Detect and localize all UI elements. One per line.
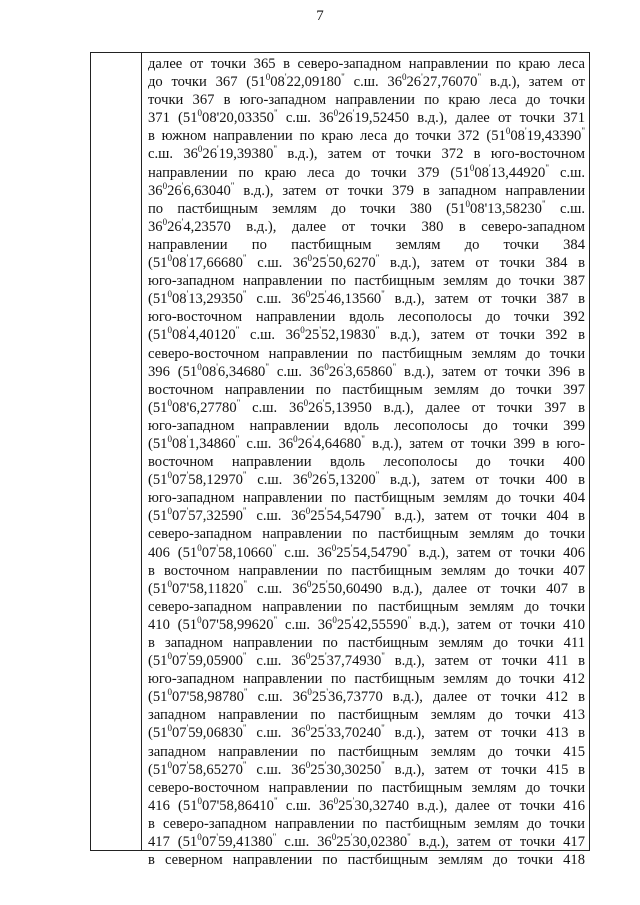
superscript-mark: ' [322,397,325,408]
superscript-mark: ' [217,144,219,155]
text-line: по пастбищным землям до точки 380 ($51^008'13,58230^"$ с.ш. [148,198,585,217]
superscript-mark: ' [186,325,189,336]
superscript-mark: 0 [167,578,172,589]
superscript-mark: " [235,433,240,444]
text-line: ($51^008'13,29350^"$ с.ш. $36^025'46,13560^"$ в.д.), затем от точки 387 в [148,289,586,308]
superscript-mark: ' [488,162,491,173]
superscript-mark: " [242,506,247,517]
text-line: далее от точки 365 в северо-западном направлении по краю леса [148,56,585,72]
text-line: юго-восточном направлении вдоль лесополосы до точки 392 [148,309,585,326]
superscript-mark: ' [186,470,189,481]
superscript-mark: 0 [167,253,172,264]
superscript-mark: ' [421,72,423,83]
superscript-mark: " [541,198,546,209]
table-text-cell [148,55,585,869]
superscript-mark: 0 [197,542,202,553]
superscript-mark: 0 [305,651,311,662]
superscript-mark: " [407,542,411,553]
text-line: восточном направлении вдоль лесополосы до точки 400 [148,454,585,471]
superscript-mark: 0 [197,832,202,843]
superscript-mark: 0 [465,198,471,209]
superscript-mark: 0 [167,506,172,517]
superscript-mark: ' [324,289,327,300]
superscript-mark: 0 [197,108,203,119]
superscript-mark: ' [186,433,189,444]
text-line: 417 ($51^007'59,41380^"$ с.ш. $36^025'30,02380^"$ в.д.), затем от точки 417 [148,832,585,851]
text-line: до точки 367 ($51^008'22,09180^"$ с.ш. $36^026'27,76070^"$ в.д.), затем от [148,72,585,91]
superscript-mark: ' [324,723,327,734]
superscript-mark: 0 [331,542,337,553]
text-line: 410 ($51^007'58,99620^"$ с.ш. $36^025'42,55590^"$ в.д.), затем от точки 410 [148,614,585,633]
superscript-mark: ' [216,361,218,372]
superscript-mark: 0 [333,795,339,806]
superscript-mark: 0 [197,361,202,372]
superscript-mark: ' [186,651,189,662]
superscript-mark: " [381,759,385,770]
superscript-mark: " [242,651,247,662]
superscript-mark: 0 [167,433,172,444]
text-line: в южном направлении по краю леса до точки 372 ($51^008'19,43390^"$ [148,126,585,145]
superscript-mark: ' [350,832,353,843]
superscript-mark: " [273,144,278,155]
superscript-mark: 0 [293,433,298,444]
superscript-mark: 0 [197,795,203,806]
text-line: ($51^008'4,40120^"$ с.ш. $36^025'52,19830^"$ в.д.), затем от точки 392 в [148,325,585,344]
superscript-mark: ' [351,614,354,625]
superscript-mark: ' [524,126,527,137]
superscript-mark: ' [312,433,314,444]
superscript-mark: " [273,108,278,119]
superscript-mark: 0 [307,470,313,481]
text-line: направлении по краю леса до точки 379 ($51^008'13,44920^"$ с.ш. [148,162,585,181]
text-line: ($51^007'58,11820^"$ с.ш. $36^025'50,60490$ в.д.), далее от точки 407 в [148,578,585,597]
superscript-mark: " [272,832,277,843]
superscript-mark: " [375,325,380,336]
superscript-mark: " [381,506,385,517]
superscript-mark: 0 [167,687,172,698]
superscript-mark: ' [181,180,184,191]
superscript-mark: 0 [167,289,172,300]
superscript-mark: " [375,470,380,481]
superscript-mark: " [392,361,397,372]
superscript-mark: 0 [303,397,309,408]
superscript-mark: 0 [167,651,172,662]
superscript-mark: ' [186,289,189,300]
superscript-mark: " [242,759,247,770]
superscript-mark: " [381,651,385,662]
superscript-mark: ' [324,506,327,517]
text-line: юго-западном направлении по пастбищным землям до точки 387 [148,273,585,290]
text-line: ($51^007'58,65270^"$ с.ш. $36^025'30,30250^"$ в.д.), затем от точки 415 в [148,759,586,778]
superscript-mark: " [272,542,277,553]
superscript-mark: " [407,832,411,843]
superscript-mark: " [243,687,248,698]
superscript-mark: " [242,289,247,300]
text-line: ($51^007'58,98780^"$ с.ш. $36^025'36,73770$ в.д.), далее от точки 412 в [148,687,586,706]
text-line: ($51^008'17,66680^"$ с.ш. $36^025'50,6270^"$ в.д.), затем от точки 384 в [148,253,585,272]
superscript-mark: " [581,126,585,137]
superscript-mark: 0 [167,759,172,770]
text-line: 406 ($51^007'58,10660^"$ с.ш. $36^025'54,54790^"$ в.д.), затем от точки 406 [148,542,585,561]
text-line: ($51^007'58,12970^"$ с.ш. $36^026'5,13200^"$ в.д.), затем от точки 400 в [148,470,585,489]
superscript-mark: ' [350,542,353,553]
superscript-mark: " [341,72,345,83]
superscript-mark: ' [326,687,329,698]
text-line: ($51^007'59,06830^"$ с.ш. $36^025'33,70240^"$ в.д.), затем от точки 413 в [148,723,586,742]
superscript-mark: " [243,578,248,589]
text-line: западном направлении по пастбищным землям до точки 413 [148,707,585,724]
text-line: северо-восточном направлении по пастбищным землям до точки [148,779,585,796]
text-line: юго-западном направлении по пастбищным землям до точки 412 [148,671,585,688]
superscript-mark: 0 [167,470,172,481]
superscript-mark: 0 [469,162,475,173]
page-number: 7 [316,8,324,24]
superscript-mark: ' [186,506,189,517]
superscript-mark: " [381,723,385,734]
superscript-mark: 0 [305,759,311,770]
superscript-mark: 0 [324,361,329,372]
superscript-mark: 0 [167,723,172,734]
superscript-mark: ' [326,470,329,481]
text-line: северо-восточном направлении по пастбищным землям до точки [148,345,585,362]
superscript-mark: " [265,361,270,372]
superscript-mark: 0 [305,506,311,517]
superscript-mark: 0 [333,108,339,119]
superscript-mark: ' [216,832,218,843]
text-line: направлении по пастбищным землям до точки 384 [148,236,585,253]
text-line: западном направлении по пастбищным землям до точки 415 [148,743,585,760]
superscript-mark: 0 [307,687,312,698]
superscript-mark: 0 [505,126,511,137]
superscript-mark: " [236,397,241,408]
text-line: $36^026'4,23570$ в.д.), далее от точки 380 в северо-западном [148,216,585,235]
superscript-mark: 0 [167,325,172,336]
text-line: 371 ($51^008'20,03350^"$ с.ш. $36^026'19,52450$ в.д.), далее от точки 371 [148,108,586,127]
text-line: юго-западном направлении вдоль лесополосы до точки 399 [148,417,585,434]
text-line: ($51^008'6,27780^"$ с.ш. $36^026'5,13950$ в.д.), далее от точки 397 в [148,397,585,416]
text-line: в восточном направлении по пастбищным землям до точки 407 [148,562,585,579]
text-line: в северном направлении по пастбищным землям до точки 418 [148,852,585,869]
text-line: северо-западном направлении по пастбищным землям до точки [148,526,585,543]
superscript-mark: " [407,614,412,625]
text-line: 396 ($51^008'6,34680^"$ с.ш. $36^026'3,65860^"$ в.д.), затем от точки 396 в [148,361,585,380]
text-line: юго-западном направлении по пастбищным землям до точки 404 [148,490,585,507]
superscript-mark: 0 [300,325,305,336]
superscript-mark: " [273,795,278,806]
text-line: $36^026'6,63040^"$ в.д.), затем от точки 379 в западном направлении [148,180,585,199]
superscript-mark: " [242,253,247,264]
table-left-column [91,53,142,850]
superscript-mark: ' [352,795,355,806]
superscript-mark: ' [324,651,327,662]
text-line: восточном направлении по пастбищным землям до точки 397 [148,381,585,398]
superscript-mark: 0 [402,72,407,83]
superscript-mark: 0 [305,289,311,300]
superscript-mark: ' [181,216,184,227]
superscript-mark: " [242,723,247,734]
superscript-mark: ' [326,253,329,264]
superscript-mark: " [361,433,365,444]
superscript-mark: 0 [331,832,337,843]
text-line: ($51^007'59,05900^"$ с.ш. $36^025'37,74930^"$ в.д.), затем от точки 411 в [148,651,585,670]
text-line: в западном направлении по пастбищным землям до точки 411 [148,635,585,651]
text-line: северо-западном направлении по пастбищным землям до точки [148,598,585,615]
superscript-mark: 0 [197,614,202,625]
document-table [90,52,590,869]
superscript-mark: 0 [332,614,337,625]
superscript-mark: 0 [305,723,311,734]
superscript-mark: ' [343,361,346,372]
superscript-mark: 0 [197,144,203,155]
superscript-mark: ' [319,325,321,336]
superscript-mark: " [477,72,482,83]
superscript-mark: ' [216,542,218,553]
superscript-mark: 0 [307,253,313,264]
text-line: 416 ($51^007'58,86410^"$ с.ш. $36^025'30,32740$ в.д.), далее от точки 416 [148,795,586,814]
superscript-mark: " [235,325,240,336]
superscript-mark: ' [186,723,189,734]
superscript-mark: " [375,253,380,264]
superscript-mark: ' [284,72,287,83]
text-line: точки 367 в юго-западном направлении по краю леса до точки [148,92,585,109]
superscript-mark: 0 [306,578,312,589]
superscript-mark: ' [324,759,327,770]
superscript-mark: ' [352,108,355,119]
superscript-mark: " [242,470,247,481]
text-line: с.ш. $36^026'19,39380^"$ в.д.), затем от точки 372 в юго-восточном [148,144,585,163]
superscript-mark: ' [326,578,328,589]
superscript-mark: " [381,289,385,300]
superscript-mark: " [230,180,235,191]
superscript-mark: ' [186,253,189,264]
superscript-mark: 0 [162,180,168,191]
superscript-mark: 0 [162,216,168,227]
superscript-mark: " [545,162,550,173]
superscript-mark: 0 [265,72,271,83]
text-line: ($51^008'1,34860^"$ с.ш. $36^026'4,64680^"$ в.д.), затем от точки 399 в юго- [148,433,586,452]
superscript-mark: ' [186,759,189,770]
superscript-mark: 0 [167,397,172,408]
superscript-mark: " [273,614,278,625]
text-line: ($51^007'57,32590^"$ с.ш. $36^025'54,54790^"$ в.д.), затем от точки 404 в [148,506,586,525]
text-line: в северо-западном направлении по пастбищным землям до точки [148,815,585,832]
